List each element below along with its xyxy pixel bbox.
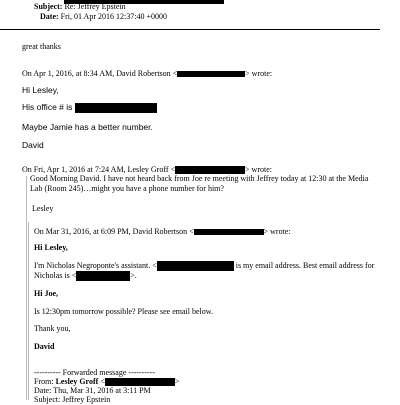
msg3-header [34, 227, 291, 237]
from-label: From: [34, 377, 54, 386]
subject-value: Re: Jeffrey Epstein [64, 2, 126, 11]
msg3-thanks: Thank you, [34, 324, 71, 333]
subject-label: Subject: [34, 2, 63, 11]
msg1-greeting: Hi Lesley, [22, 85, 59, 95]
msg2-header-pre: On Fri, Apr 1, 2016 at 7:24 AM, Lesley Groff < [22, 165, 176, 174]
msg3-header-pre: On Mar 31, 2016, at 6:09 PM, David Robertson < [34, 227, 194, 236]
redacted-email [177, 71, 245, 77]
msg2-header-post: > wrote: [245, 165, 272, 174]
from-pre: < [100, 377, 105, 386]
assist-post: is my email address. Best email address for [235, 261, 375, 270]
header-divider [0, 29, 380, 30]
msg1-header-post: > wrote: [245, 69, 273, 78]
msg3-signoff: David [34, 342, 55, 351]
msg3-assistant-line [34, 261, 374, 271]
from-name: Lesley Groff [55, 377, 99, 386]
assist-line2: Nicholas is < [34, 271, 77, 280]
msg2-line2: Lab (Room 245)…might you have a phone number for him? [30, 184, 224, 193]
fwd-date-label: Date: [34, 386, 52, 395]
msg3-assistant-line2 [34, 271, 137, 281]
assist-pre: I'm Nicholas Negroponte's assistant. < [34, 261, 157, 270]
email-subject-line [34, 2, 126, 12]
office-label: His office # is [22, 102, 73, 112]
from-post: > [174, 377, 180, 386]
msg3-header-post: > wrote: [263, 227, 291, 236]
date-label: Date: [40, 12, 59, 21]
fwd-subject-label: Subject: [34, 395, 61, 404]
msg3-greeting: Hi Lesley, [34, 243, 68, 252]
email-date-line [40, 12, 167, 22]
quote-rule-level2 [28, 222, 29, 400]
msg2-line1: Good Morning David. I have not heard back from Joe re meeting with Jeffrey today at 12:30 at the Media [30, 174, 369, 183]
redacted-email [194, 229, 264, 235]
msg3-question: Is 12:30pm tomorrow possible? Please see email below. [34, 307, 213, 316]
redacted-phone [75, 103, 157, 113]
msg1-office-line [22, 102, 157, 113]
redacted-email [76, 271, 130, 281]
msg2-signoff: Lesley [32, 204, 54, 213]
msg1-header [22, 69, 272, 79]
redacted-email [157, 261, 234, 271]
msg1-signoff: David [22, 140, 44, 150]
fwd-subject-value: Jeffrey Epstein [62, 395, 111, 404]
msg3-greeting2: Hi Joe, [34, 289, 58, 298]
redacted-email [105, 378, 175, 386]
date-value: Fri, 01 Apr 2016 12:37:40 +0000 [60, 12, 167, 21]
forwarded-divider: ---------- Forwarded message ---------- [34, 368, 156, 377]
msg1-body: Maybe Jamie has a better number. [22, 122, 153, 132]
forwarded-subject-line [34, 395, 110, 405]
quote-rule-level1 [26, 176, 27, 400]
redacted-email [175, 166, 245, 174]
msg1-header-pre: On Apr 1, 2016, at 8:34 AM, David Robertson < [22, 69, 178, 78]
reply-text: great thanks [22, 42, 61, 51]
assist-line2-end: >. [130, 271, 137, 280]
fwd-date-value: Thu, Mar 31, 2016 at 3:11 PM [53, 386, 151, 395]
